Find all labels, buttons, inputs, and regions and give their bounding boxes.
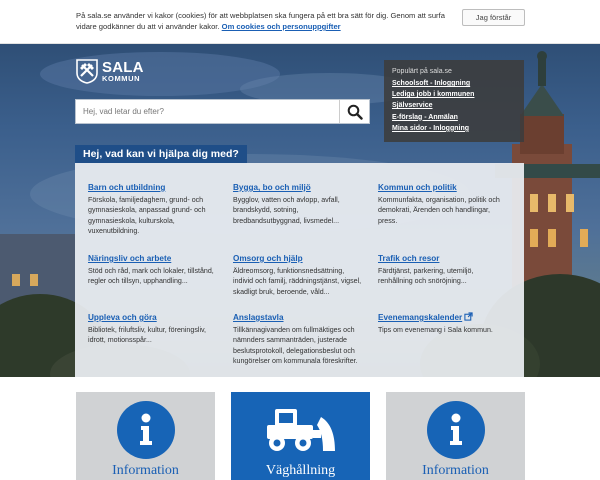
sala-kommun-logo[interactable]	[75, 57, 144, 85]
category-title[interactable]: Anslagstavla	[233, 313, 284, 322]
category-evenemangskalender	[378, 307, 508, 335]
hero-section	[0, 44, 600, 377]
category-title[interactable]: Kommun och politik	[378, 183, 457, 192]
tile-information-2[interactable]	[386, 392, 525, 480]
popular-title: Populärt på sala.se	[392, 68, 452, 75]
category-anslagstavla	[233, 307, 363, 367]
category-title[interactable]: Omsorg och hjälp	[233, 254, 303, 263]
category-description: Tips om evenemang i Sala kommun.	[378, 326, 493, 334]
category-description: Stöd och råd, mark och lokaler, tillstånd, regler och tillsyn, upphandling...	[88, 267, 214, 286]
category-omsorg-hjalp	[233, 248, 363, 297]
sala-crest-icon	[75, 58, 99, 84]
popular-link-self-service[interactable]: Självservice	[392, 102, 433, 110]
category-title[interactable]: Näringsliv och arbete	[88, 254, 172, 263]
category-bygga-bo-miljo	[233, 177, 363, 226]
cookie-accept-button[interactable]: Jag förstår	[462, 9, 525, 26]
category-title[interactable]: Bygga, bo och miljö	[233, 183, 311, 192]
cookie-message: På sala.se använder vi kakor (cookies) för att webbplatsen ska fungera på ett bra sätt för dig. Genom att surfa vidare godkänner du att vi använder kakor.	[76, 11, 445, 31]
category-description: Förskola, familjedaghem, grund- och gymnasieskola, anpassad grund- och gymnasieskola, kulturskola, vuxenutbildning.	[88, 196, 206, 236]
tile-information-1[interactable]	[76, 392, 215, 480]
tile-label: Information	[422, 463, 489, 478]
category-barn-utbildning	[88, 177, 218, 237]
category-description: Äldreomsorg, funktionsnedsättning, individ och familj, räddningstjänst, vigsel, skadligt bruk, beroende, våld...	[233, 267, 362, 296]
tile-label: Väghållning	[265, 463, 336, 478]
popular-link-jobs[interactable]: Lediga jobb i kommunen	[392, 91, 475, 99]
category-description: Bygglov, vatten och avlopp, avfall, brandskydd, sotning, bredbandsutbyggnad, livsmedel...	[233, 196, 340, 225]
category-description: Tillkännagivanden om fullmäktiges och nämnders sammanträden, justerade beslutsprotokoll, delegationsbeslut och kungörelser om kommunala föreskrifter.	[233, 326, 358, 366]
cookie-text-block	[76, 10, 448, 32]
category-uppleva-gora	[88, 307, 218, 346]
search-icon	[347, 104, 363, 120]
category-description: Kommunfakta, organisation, politik och demokrati, Ärenden och handlingar, press.	[378, 196, 500, 225]
help-categories-panel	[75, 163, 524, 377]
logo-wordmark	[102, 60, 144, 83]
info-icon	[117, 401, 175, 459]
category-description: Färdtjänst, parkering, utemiljö, renhållning och snöröjning...	[378, 267, 474, 286]
info-icon	[427, 401, 485, 459]
category-title[interactable]: Uppleva och göra	[88, 313, 157, 322]
category-title-text: Evenemangskalender	[378, 313, 463, 322]
tile-vaghallning[interactable]	[231, 392, 370, 480]
logo-line-1: SALA	[102, 58, 144, 76]
logo-line-2: KOMMUN	[102, 73, 141, 83]
category-title[interactable]: Barn och utbildning	[88, 183, 166, 192]
external-link-icon	[464, 312, 473, 321]
category-kommun-politik	[378, 177, 508, 226]
cookie-banner	[0, 0, 600, 44]
category-title[interactable]	[378, 312, 473, 322]
category-description: Bibliotek, friluftsliv, kultur, föreningsliv, idrott, motionsspår...	[88, 326, 207, 345]
help-heading: Hej, vad kan vi hjälpa dig med?	[75, 145, 247, 163]
tile-label: Information	[112, 463, 179, 478]
category-trafik-resor	[378, 248, 508, 287]
search-button[interactable]	[339, 100, 369, 123]
category-naringsliv-arbete	[88, 248, 218, 287]
snowplow-icon	[259, 403, 343, 461]
search-input[interactable]	[76, 100, 340, 123]
popular-link-e-proposal[interactable]: E-förslag - Anmälan	[392, 113, 458, 121]
popular-link-my-pages[interactable]: Mina sidor - Inloggning	[392, 124, 469, 132]
search-bar	[75, 99, 370, 124]
cookie-policy-link[interactable]: Om cookies och personuppgifter	[221, 22, 341, 31]
popular-link-schoolsoft[interactable]: Schoolsoft - Inloggning	[392, 80, 471, 87]
popular-links-panel	[384, 60, 524, 142]
category-title[interactable]: Trafik och resor	[378, 254, 440, 263]
